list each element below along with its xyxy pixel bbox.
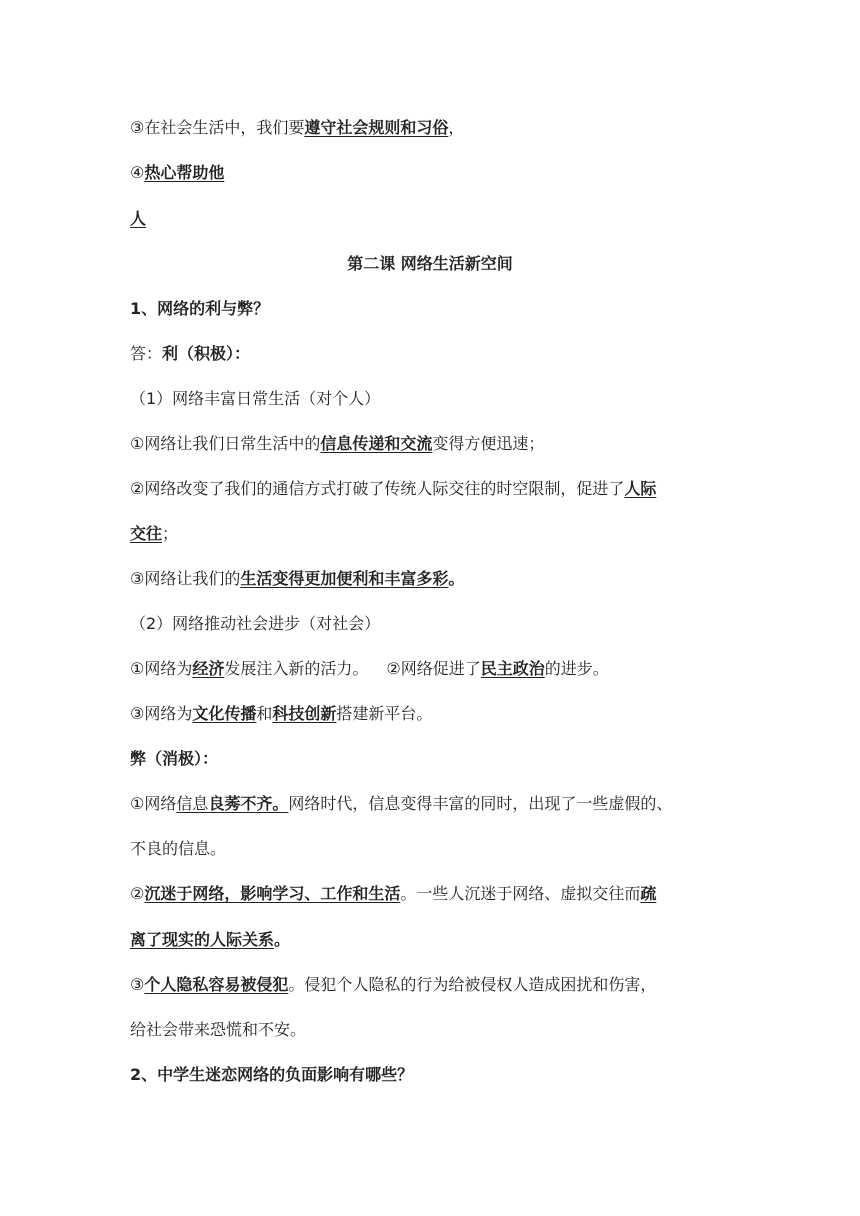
emphasis-text: 热心帮助他: [144, 163, 225, 182]
text-span: 。: [274, 930, 291, 949]
text-span: 。一些人沉迷于网络、虚拟交往而: [400, 884, 641, 903]
text-line: [130, 523, 178, 545]
text-span: 的进步。: [544, 659, 609, 678]
answer-label: 答：: [130, 344, 163, 363]
subheading: （1）网络丰富日常生活（对个人）: [130, 389, 381, 408]
text-line: [130, 568, 464, 590]
text-span: ①网络为: [130, 659, 193, 678]
text-line: [130, 162, 224, 184]
text-span: 。: [448, 569, 465, 588]
text-line: [130, 883, 656, 905]
advantage-heading: 利（积极）：: [162, 344, 251, 363]
text-span: 发展注入新的活力。: [224, 659, 369, 678]
text-line: [130, 117, 464, 139]
text-span: ③网络为: [130, 704, 193, 723]
subheading: （2）网络推动社会进步（对社会）: [130, 614, 381, 633]
emphasis-text: 沉迷于网络，影响学习、工作和生活: [144, 884, 401, 903]
text-span: ②网络改变了我们的通信方式打破了传统人际交往的时空限制，促进了: [130, 479, 625, 498]
text-span: ①网络让我们日常生活中的: [130, 434, 321, 453]
lesson-title: 第二课 网络生活新空间: [347, 254, 513, 273]
text-span: ④: [130, 163, 145, 182]
question-heading: 1、网络的利与弊？: [130, 299, 270, 318]
emphasis-text: 人际: [624, 479, 657, 498]
question-heading: 2、中学生迷恋网络的负面影响有哪些？: [130, 1065, 414, 1084]
emphasis-text: 科技创新: [272, 704, 337, 723]
emphasis-text: 交往: [130, 524, 163, 543]
text-span: 和: [256, 704, 273, 723]
text-span: ；: [162, 524, 179, 543]
emphasis-text: 良莠不齐。: [208, 794, 289, 813]
emphasis-text: 疏: [640, 884, 657, 903]
text-span: ③网络让我们的: [130, 569, 241, 588]
text-line: [130, 793, 672, 815]
text-span: 网络时代，信息变得丰富的同时，出现了一些虚假的、: [288, 794, 673, 813]
text-line: [130, 974, 656, 996]
text-line: [130, 433, 544, 455]
text-line: 不良的信息。: [130, 839, 227, 858]
disadvantage-heading: 弊（消极）：: [130, 749, 219, 768]
emphasis-text: 信息传递和交流: [320, 434, 433, 453]
emphasis-text: 经济: [192, 659, 225, 678]
emphasis-text: 生活变得更加便利和丰富多彩: [240, 569, 449, 588]
emphasis-text: 离了现实的人际关系: [130, 930, 275, 949]
underlined-text: 信息: [176, 794, 209, 813]
emphasis-text: 文化传播: [192, 704, 257, 723]
text-line: [130, 658, 609, 680]
text-span: ①网络: [130, 794, 177, 813]
text-span: 搭建新平台。: [336, 704, 433, 723]
text-span: 。侵犯个人隐私的行为给被侵权人造成困扰和伤害，: [288, 975, 657, 994]
text-line: [130, 343, 250, 365]
text-line: [130, 478, 656, 500]
text-line: 给社会带来恐慌和不安。: [130, 1020, 307, 1039]
text-line: [130, 208, 146, 230]
emphasis-text: 个人隐私容易被侵犯: [144, 975, 289, 994]
text-span: ②网络促进了: [386, 659, 481, 678]
text-span: ，: [448, 118, 465, 137]
emphasis-text: 人: [130, 209, 147, 228]
text-line: [130, 929, 290, 951]
text-span: ②: [130, 884, 145, 903]
emphasis-text: 遵守社会规则和习俗: [304, 118, 449, 137]
text-span: ③: [130, 975, 145, 994]
text-line: [130, 703, 432, 725]
text-span: 变得方便迅速；: [432, 434, 545, 453]
emphasis-text: 民主政治: [480, 659, 545, 678]
text-span: ③在社会生活中，我们要: [130, 118, 305, 137]
